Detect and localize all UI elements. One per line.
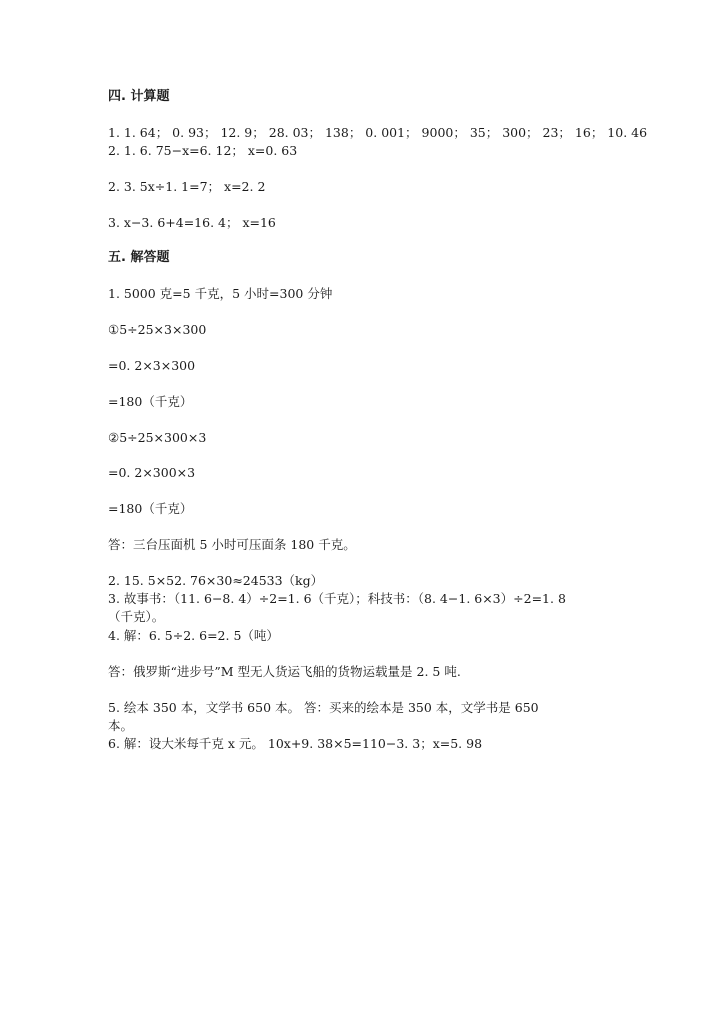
answer-line: 3. 故事书：（11. 6−8. 4）÷2=1. 6（千克）；科技书：（8. 4−1. 6×3）÷2=1. 8 [108,591,566,606]
answer-line: ①5÷25×3×300 [108,322,207,337]
answer-line: 2. 15. 5×52. 76×30≈24533（kg） [108,573,324,588]
answer-line: （千克）。 [108,609,165,624]
answer-line: 答：俄罗斯“进步号”M 型无人货运飞船的货物运载量是 2. 5 吨. [108,664,461,679]
answer-line: 本。 [108,718,134,733]
answer-line: 1. 1. 64； 0. 93； 12. 9； 28. 03； 138； 0. 001； 9000； 35； 300； 23； 16； 10. 46 [108,125,648,140]
answer-line: 5. 绘本 350 本，文学书 650 本。 答：买来的绘本是 350 本，文学书是 650 [108,700,539,715]
answer-line: 6. 解：设大米每千克 x 元。 10x+9. 38×5=110−3. 3；x=5. 98 [108,736,483,751]
answer-line: 2. 3. 5x÷1. 1=7； x=2. 2 [108,179,266,194]
answer-line: =0. 2×3×300 [108,358,196,373]
answer-line: =180（千克） [108,394,193,409]
answer-line: 1. 5000 克=5 千克，5 小时=300 分钟 [108,286,333,301]
section-heading-calculation: 四. 计算题 [108,89,170,104]
section-heading-problems: 五. 解答题 [108,250,170,265]
answer-line: 答：三台压面机 5 小时可压面条 180 千克。 [108,537,356,552]
answer-line: ②5÷25×300×3 [108,430,207,445]
answer-line: =180（千克） [108,501,193,516]
answer-line: =0. 2×300×3 [108,465,196,480]
answer-line: 2. 1. 6. 75−x=6. 12； x=0. 63 [108,143,298,158]
answer-line: 3. x−3. 6+4=16. 4； x=16 [108,215,276,230]
answer-line: 4. 解：6. 5÷2. 6=2. 5（吨） [108,628,279,643]
